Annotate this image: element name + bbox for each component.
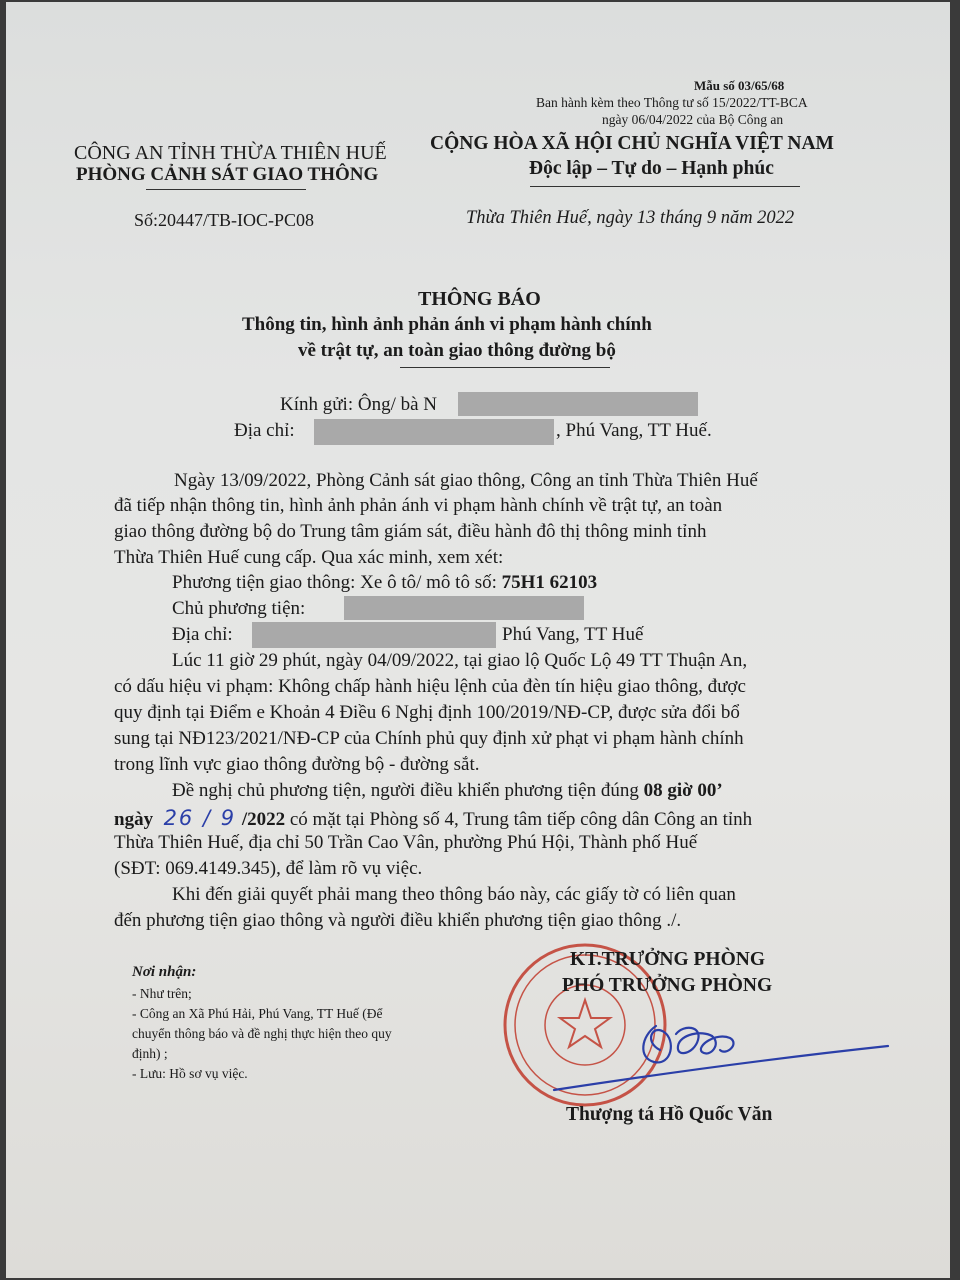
handwritten-date: 26 / 9 [163, 806, 237, 830]
recipient-label: Kính gửi: Ông/ bà N [280, 394, 438, 415]
notice-subtitle-2: về trật tự, an toàn giao thông đường bộ [298, 340, 616, 361]
document-page [6, 2, 950, 1278]
vehicle-line [172, 572, 597, 594]
recipients-item1: - Như trên; [132, 986, 192, 1001]
handwritten-signature [526, 1006, 896, 1096]
recipients-item3: - Lưu: Hồ sơ vụ việc. [132, 1066, 248, 1081]
owner-address-tail: Phú Vang, TT Huế [502, 624, 644, 645]
body-p3-line2 [114, 806, 752, 831]
body-p1-line4: Thừa Thiên Huế cung cấp. Qua xác minh, xem xét: [114, 547, 504, 568]
recipients-item2-line2: chuyển thông báo và đề nghị thực hiện theo quy [132, 1026, 392, 1041]
p3-ngay: ngày [114, 809, 154, 830]
p3-text: Đề nghị chủ phương tiện, người điều khiển phương tiện đúng [172, 780, 644, 801]
agency-dept: PHÒNG CẢNH SÁT GIAO THÔNG [76, 164, 379, 185]
owner-label: Chủ phương tiện: [172, 598, 306, 619]
form-code: Mẫu số 03/65/68 [694, 78, 785, 93]
body-p1-line2: đã tiếp nhận thông tin, hình ảnh phản ánh vi phạm hành chính về trật tự, an toàn [114, 495, 723, 516]
recipients-item2-line3: định) ; [132, 1046, 168, 1061]
form-issued-line2: ngày 06/04/2022 của Bộ Công an [602, 112, 784, 127]
body-p2-line4: sung tại NĐ123/2021/NĐ-CP của Chính phủ quy định xử phạt vi phạm hành chính [114, 728, 744, 749]
redacted-owner-name [344, 596, 584, 620]
body-p4-line2: đến phương tiện giao thông và người điều khiển phương tiện giao thông ./. [114, 910, 682, 931]
motto-underline [530, 186, 800, 187]
national-motto: Độc lập – Tự do – Hạnh phúc [529, 158, 774, 179]
owner-address-label: Địa chỉ: [172, 624, 233, 645]
body-p2-line5: trong lĩnh vực giao thông đường bộ - đường sắt. [114, 754, 480, 775]
recipient-address-tail: , Phú Vang, TT Huế. [556, 420, 712, 441]
signature-role-2: PHÓ TRƯỞNG PHÒNG [562, 975, 773, 996]
agency-parent: CÔNG AN TỈNH THỪA THIÊN HUẾ [74, 142, 387, 164]
notice-title: THÔNG BÁO [418, 288, 541, 310]
body-p2-line1: Lúc 11 giờ 29 phút, ngày 04/09/2022, tại giao lộ Quốc Lộ 49 TT Thuận An, [172, 650, 748, 671]
signature-role-1: KT.TRƯỞNG PHÒNG [570, 949, 765, 970]
redacted-owner-address [252, 622, 496, 648]
body-p2-line3: quy định tại Điểm e Khoản 4 Điều 6 Nghị định 100/2019/NĐ-CP, được sửa đổi bổ [114, 702, 740, 723]
signer-name: Thượng tá Hồ Quốc Văn [566, 1104, 773, 1125]
recipients-title: Nơi nhận: [132, 964, 197, 980]
body-p3-line1 [172, 780, 723, 802]
body-p1-line1: Ngày 13/09/2022, Phòng Cảnh sát giao thông, Công an tỉnh Thừa Thiên Huế [174, 470, 758, 491]
body-p1-line3: giao thông đường bộ do Trung tâm giám sát, điều hành đô thị thông minh tỉnh [114, 521, 707, 542]
body-p2-line2: có dấu hiệu vi phạm: Không chấp hành hiệu lệnh của đèn tín hiệu giao thông, được [114, 676, 746, 697]
notice-subtitle-1: Thông tin, hình ảnh phản ánh vi phạm hành chính [242, 314, 652, 335]
agency-underline [146, 189, 306, 190]
redacted-recipient-name [458, 392, 698, 416]
recipient-address-label: Địa chỉ: [234, 420, 295, 441]
recipients-item2-line1: - Công an Xã Phú Hải, Phú Vang, TT Huế (Để [132, 1006, 383, 1021]
body-p3-line3: Thừa Thiên Huế, địa chỉ 50 Trần Cao Vân, phường Phú Hội, Thành phố Huế [114, 832, 698, 853]
appointment-time: 08 giờ 00’ [643, 780, 723, 801]
p3-line2-rest: có mặt tại Phòng số 4, Trung tâm tiếp công dân Công an tỉnh [285, 809, 753, 830]
appointment-year: /2022 [241, 809, 286, 830]
vehicle-plate: 75H1 62103 [501, 572, 598, 593]
doc-number: Số:20447/TB-IOC-PC08 [134, 210, 315, 230]
country-name: CỘNG HÒA XÃ HỘI CHỦ NGHĨA VIỆT NAM [430, 133, 834, 154]
form-issued-line1: Ban hành kèm theo Thông tư số 15/2022/TT-BCA [536, 95, 808, 110]
place-date: Thừa Thiên Huế, ngày 13 tháng 9 năm 2022 [466, 208, 795, 228]
vehicle-label: Phương tiện giao thông: Xe ô tô/ mô tô số: [172, 572, 502, 593]
body-p3-line4: (SĐT: 069.4149.345), để làm rõ vụ việc. [114, 858, 423, 879]
body-p4-line1: Khi đến giải quyết phải mang theo thông báo này, các giấy tờ có liên quan [172, 884, 736, 905]
redacted-recipient-address [314, 419, 554, 445]
title-underline [400, 367, 610, 368]
